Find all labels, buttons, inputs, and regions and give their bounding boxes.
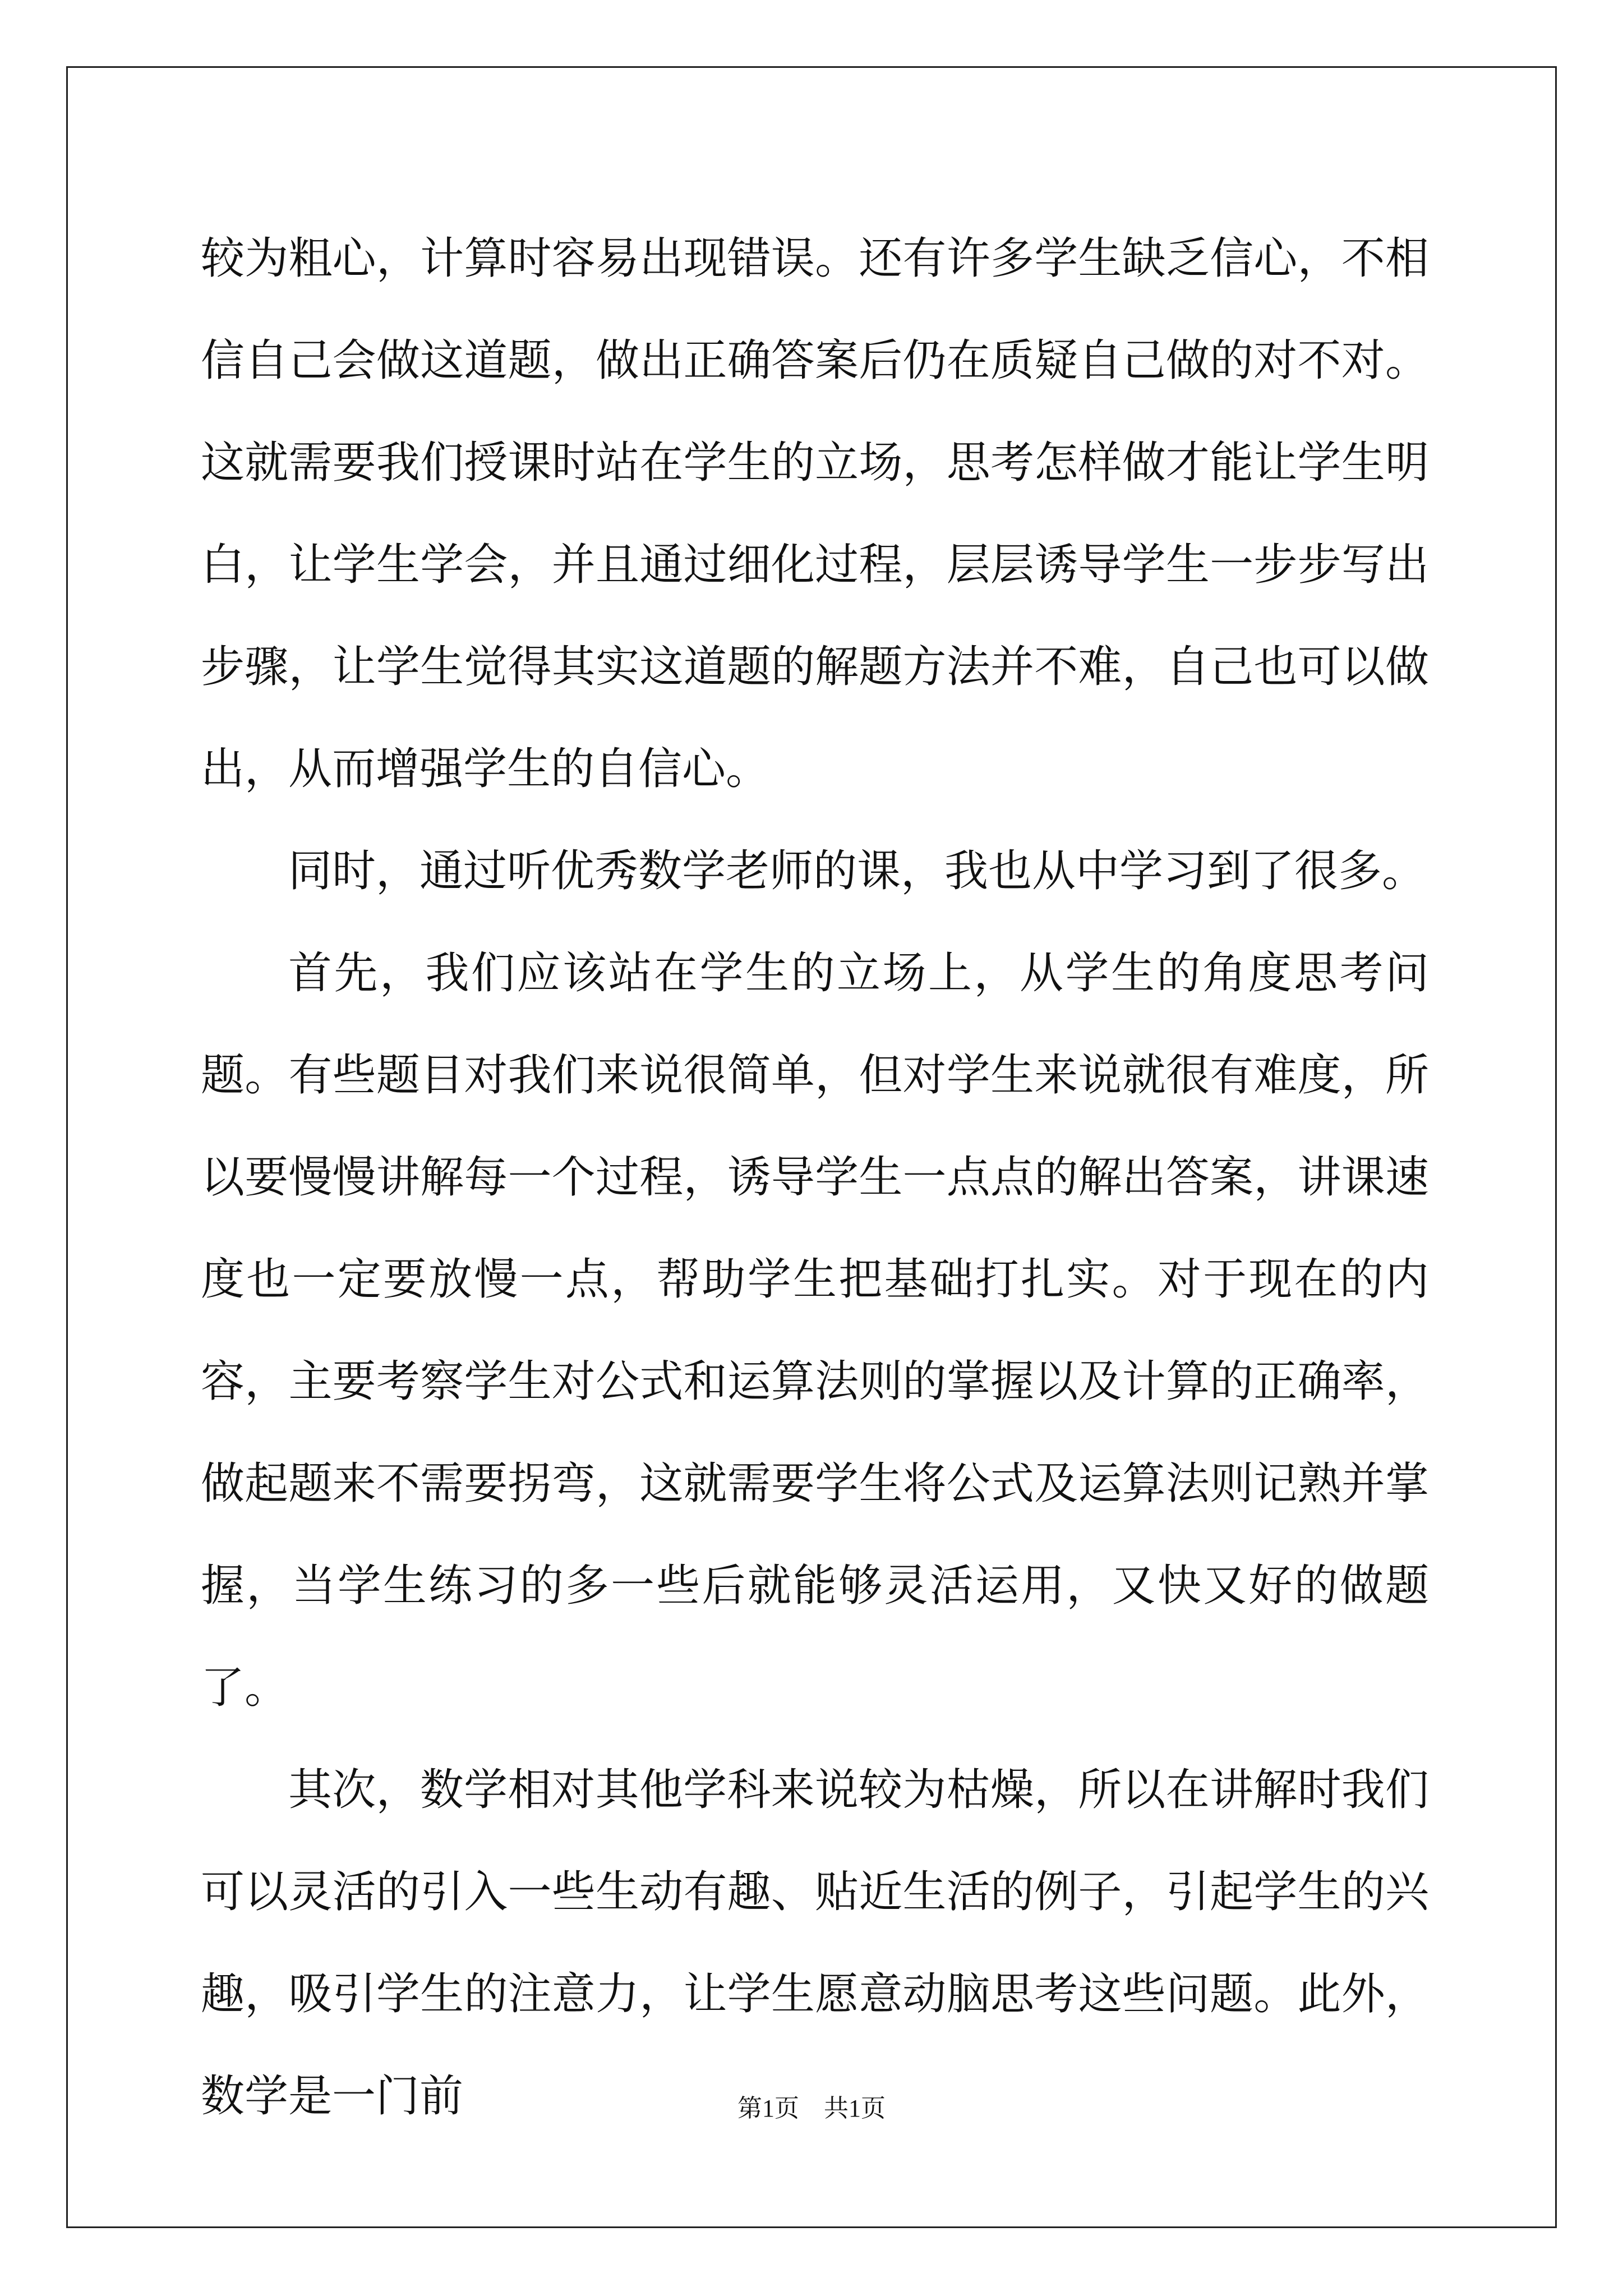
paragraph-1: 较为粗心，计算时容易出现错误。还有许多学生缺乏信心，不相信自己会做这道题，做出正确答案后仍在质疑自己做的对不对。这就需要我们授课时站在学生的立场，思考怎样做才能让学生明白，让学生学会，并且通过细化过程，层层诱导学生一步步写出步骤，让学生觉得其实这道题的解题方法并不难，自己也可以做出，从而增强学生的自信心。 (201, 233, 1429, 794)
paragraph-4: 其次，数学相对其他学科来说较为枯燥，所以在讲解时我们可以灵活的引入一些生动有趣、贴近生活的例子，引起学生的兴趣，吸引学生的注意力，让学生愿意动脑思考这些问题。此外，数学是一门前 (201, 1765, 1429, 2122)
paragraph-2: 同时，通过听优秀数学老师的课，我也从中学习到了很多。 (288, 846, 1426, 896)
page-number-footer: 第1页 共1页 (737, 2095, 886, 2122)
paragraph-3: 首先，我们应该站在学生的立场上，从学生的角度思考问题。有些题目对我们来说很简单，但对学生来说就很有难度，所以要慢慢讲解每一个过程，诱导学生一点点的解出答案，讲课速度也一定要放慢一点，帮助学生把基础打扎实。对于现在的内容，主要考察学生对公式和运算法则的掌握以及计算的正确率，做起题来不需要拐弯，这就需要学生将公式及运算法则记熟并掌握，当学生练习的多一些后就能够灵活运用，又快又好的做题了。 (201, 948, 1429, 1713)
document-body (201, 208, 1429, 2147)
